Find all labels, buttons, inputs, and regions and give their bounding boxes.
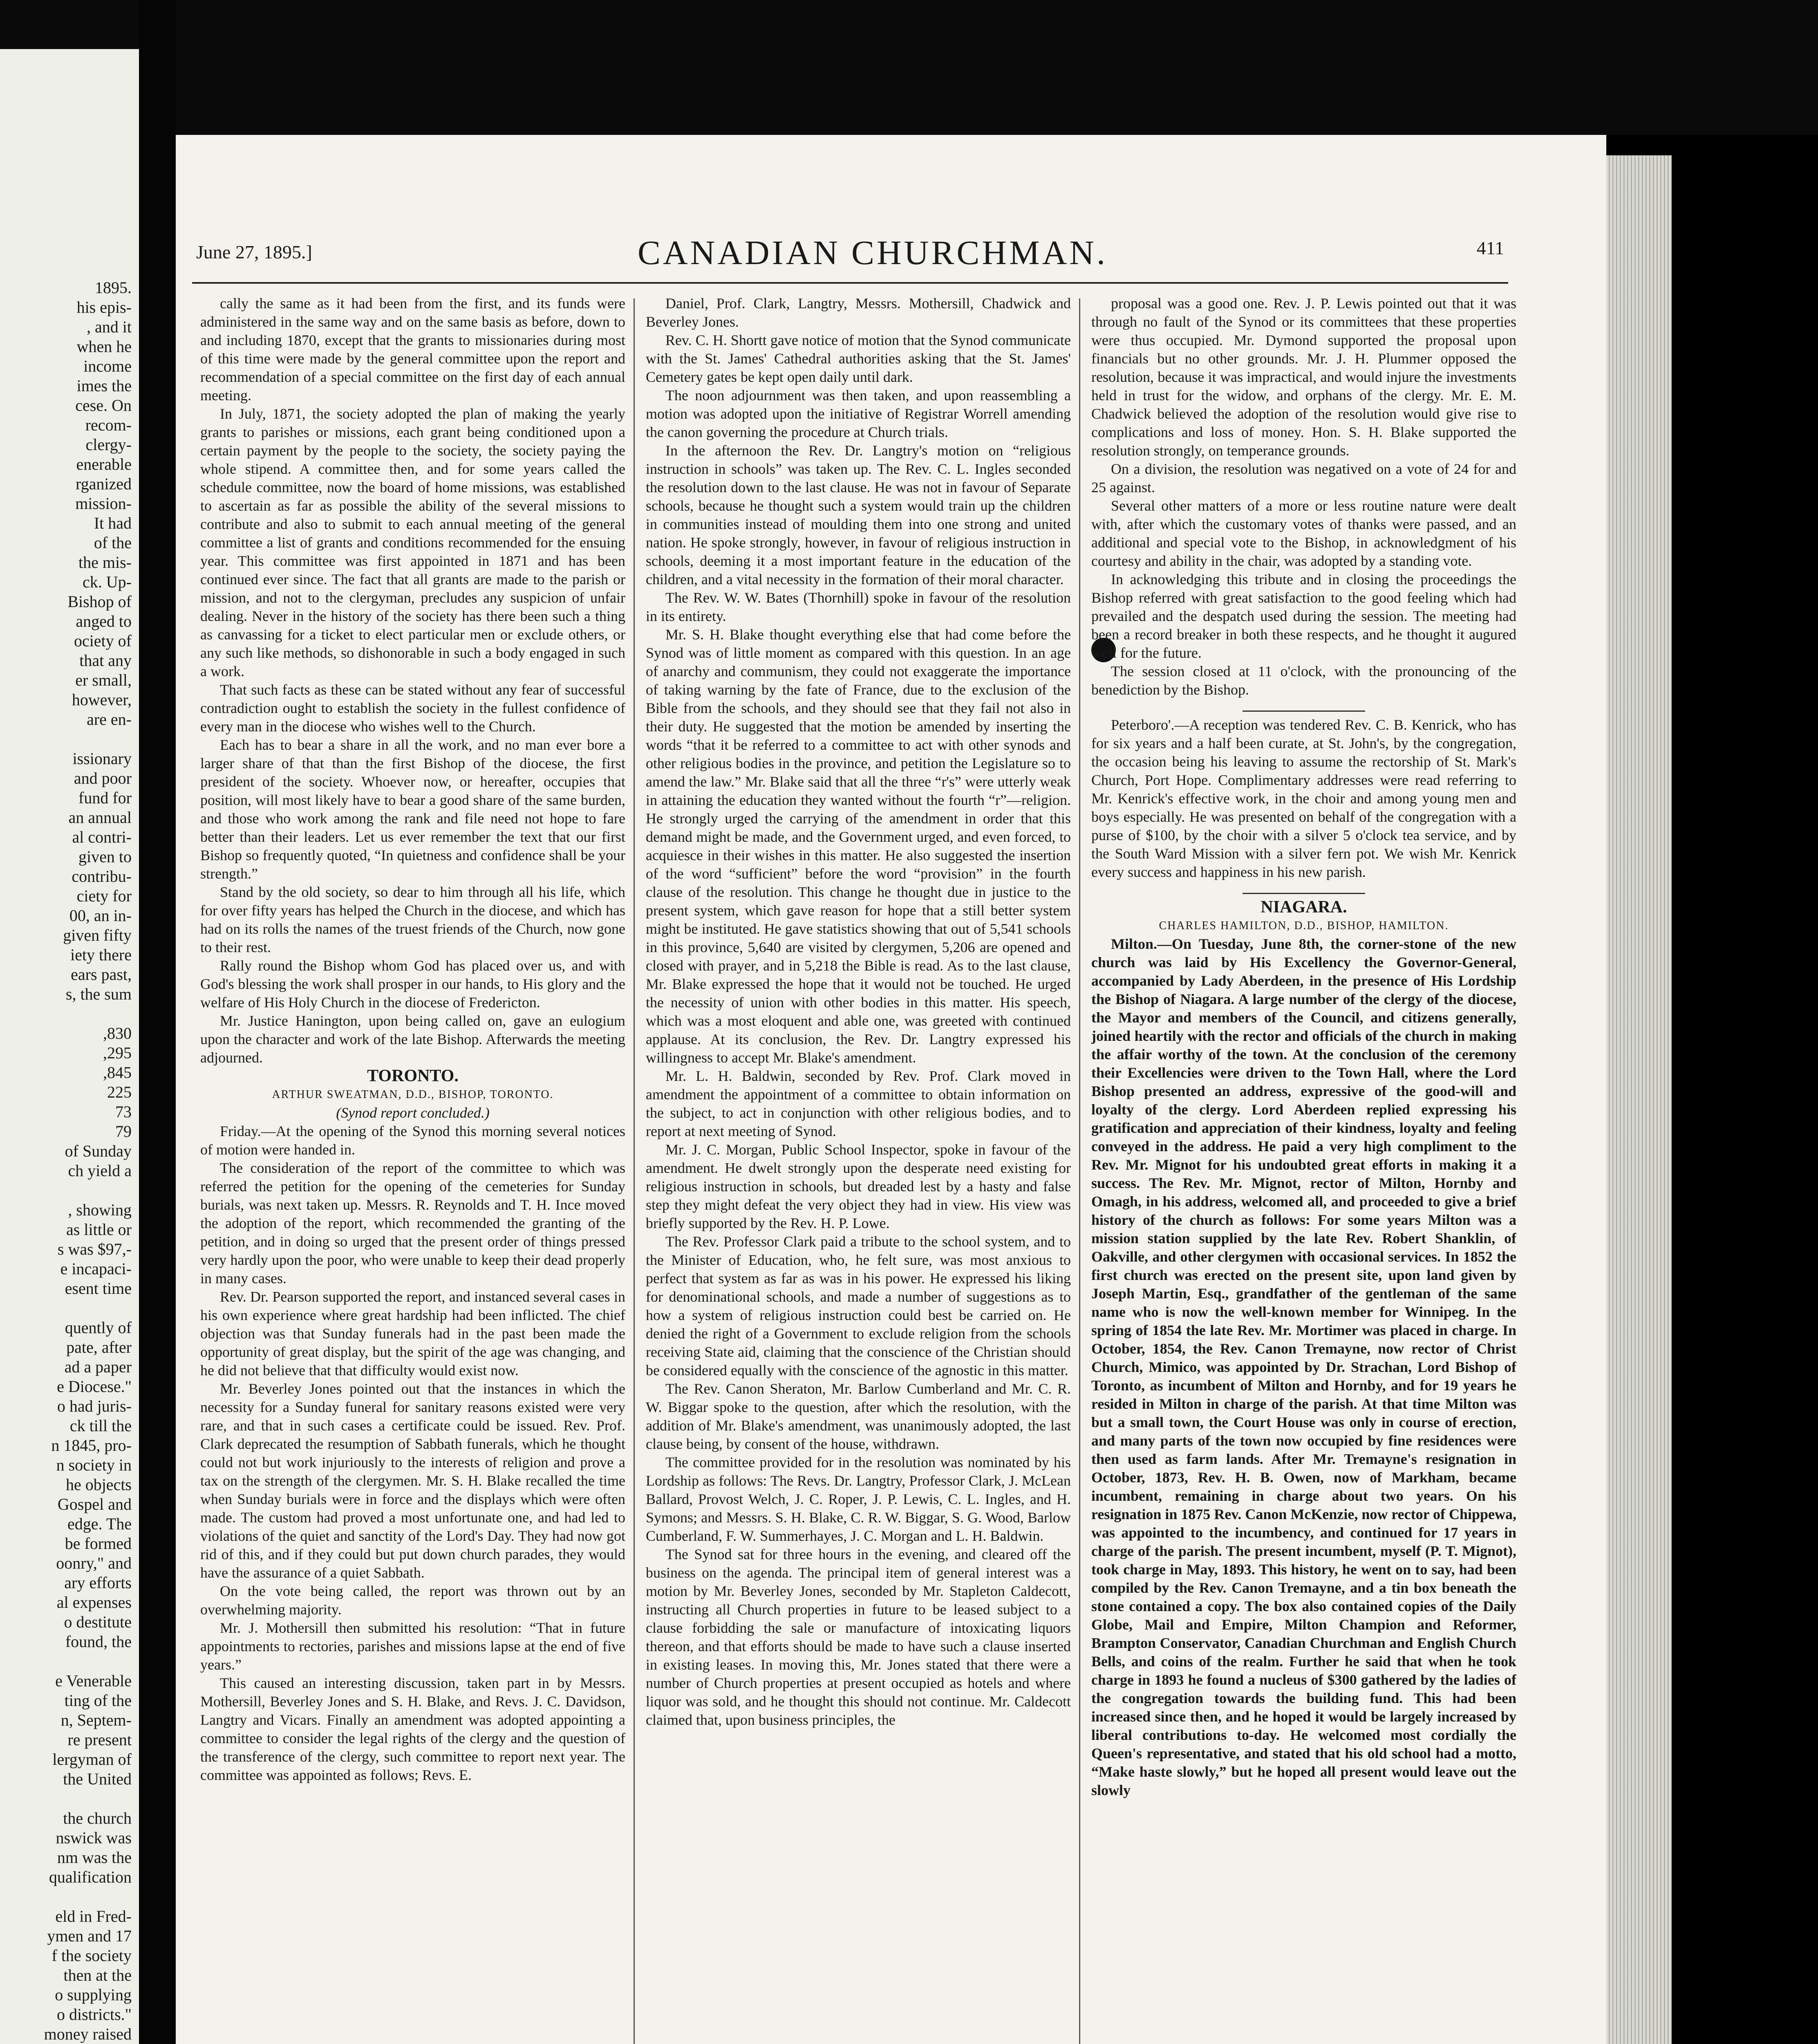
left-page-line: recom- bbox=[81, 416, 132, 434]
section-subtitle-niagara: CHARLES HAMILTON, D.D., BISHOP, HAMILTON. bbox=[1159, 919, 1449, 932]
left-page-line: al contri- bbox=[72, 828, 132, 846]
left-page-line: f the society bbox=[51, 1946, 132, 1965]
left-page-line: clergy- bbox=[85, 435, 132, 454]
article-paragraph: Mr. Beverley Jones pointed out that the instances in which the necessity for a Sunday funeral for sanitary reasons existed were very rare, and that in such cases a certificate could be issued. Rev. Prof. Clark deprecated the resumption of Sabbath funerals, which he thought could not but work injuriously to the interests of religion and prove a tax on the strength of the clergymen. Mr. S. H. Blake recalled the time when Sunday burials were in force and the displays which were often made. The custom had proved a most unfortunate one, and had led to violations of the quiet and sanctity of the Lord's Day. They had now got rid of this, and if they could but put down church parades, they would have the assurance of a quiet Sabbath. bbox=[200, 1381, 625, 1581]
left-page-line: e Venerable bbox=[55, 1672, 132, 1690]
article-paragraph: proposal was a good one. Rev. J. P. Lewis pointed out that it was through no fault of the Synod or its committees that these properties were thus occupied. Mr. Dymond supported the proposal upon financials but no other grounds. Mr. J. H. Plummer opposed the resolution, because it was impractical, and would injure the investments held in trust for the widow, and orphans of the clergy. Mr. E. M. Chadwick believed the adoption of the resolution would give rise to complications and loss of money. Hon. S. H. Blake supported the resolution strongly, on temperance grounds. bbox=[1091, 295, 1516, 459]
article-paragraph: The noon adjournment was then taken, and upon reassembling a motion was adopted upon the initiative of Registrar Worrell amending the canon governing the procedure at Church trials. bbox=[646, 387, 1071, 440]
article-paragraph: Mr. J. Mothersill then submitted his resolution: “That in future appointments to rectories, parishes and missions lapse at the end of five years.” bbox=[200, 1620, 625, 1673]
left-page-line: 79 bbox=[115, 1122, 132, 1141]
left-page-line: the United bbox=[63, 1770, 132, 1788]
left-page-line: issionary bbox=[72, 749, 132, 768]
left-page-line: o destitute bbox=[64, 1613, 132, 1631]
left-page-line: ,295 bbox=[103, 1044, 132, 1062]
article-paragraph: Mr. J. C. Morgan, Public School Inspector, spoke in favour of the amendment. He dwelt strongly upon the desperate need existing for religious instruction in schools, but dreaded lest by a hasty and false step they might defeat the very object they had in view. His view was briefly supported by the Rev. H. P. Lowe. bbox=[646, 1141, 1071, 1231]
left-page-line: ciety for bbox=[76, 887, 132, 905]
left-page-line: his epis- bbox=[76, 298, 132, 316]
left-page-line: 1895. bbox=[95, 278, 132, 297]
left-page-line: that any bbox=[79, 651, 132, 670]
left-page-line: ociety of bbox=[74, 632, 132, 650]
article-paragraph: Mr. L. H. Baldwin, seconded by Rev. Prof. Clark moved in amendment the appointment of a committee to obtain information on the subject, to act in conjunction with other religious bodies, and to report at next meeting of Synod. bbox=[646, 1068, 1071, 1139]
left-page-line: ary efforts bbox=[64, 1573, 132, 1592]
column-three bbox=[1091, 294, 1516, 2044]
section-divider bbox=[1243, 893, 1365, 894]
article-paragraph: In the afternoon the Rev. Dr. Langtry's motion on “religious instruction in schools” was taken up. The Rev. C. L. Ingles seconded the resolution down to the last clause. He was not in favour of Separate schools, because he thought such a system would train up the children in communities instead of moulding them into one strong and united nation. He spoke strongly, however, in favour of religious instruction in schools, deeming it a most important feature in the education of the children, and a vital necessity in the formation of their moral character. bbox=[646, 442, 1071, 587]
left-page-line: nswick was bbox=[56, 1829, 132, 1847]
masthead-title: CANADIAN CHURCHMAN. bbox=[638, 234, 1108, 272]
left-page-line: income bbox=[79, 357, 132, 375]
left-page-line: of Sunday bbox=[65, 1142, 132, 1160]
article-paragraph: This caused an interesting discussion, taken part in by Messrs. Mothersill, Beverley Jones and S. H. Blake, and Revs. J. C. Davidson, Langtry and Vicars. Finally an amendment was adopted appointing a committee to consider the legal rights of the clergy and the question of the transference of the clergy, such committee to report next year. The committee was appointed as follows; Revs. E. bbox=[200, 1675, 625, 1783]
section-title-niagara: NIAGARA. bbox=[1261, 898, 1347, 917]
left-page-line: ck. Up- bbox=[83, 573, 132, 591]
article-paragraph: The committee provided for in the resolution was nominated by his Lordship as follows: The Revs. Dr. Langtry, Professor Clark, J. McLean Ballard, Provost Welch, J. C. Roper, J. P. Lewis, C. L. Ingles, and H. Symons; and Messrs. S. H. Blake, C. R. W. Biggar, S. G. Wood, Barlow Cumberland, F. W. Summerhayes, J. C. Morgan and L. H. Baldwin. bbox=[646, 1454, 1071, 1544]
left-page-line: , showing bbox=[68, 1201, 132, 1219]
section-note: (Synod report concluded.) bbox=[336, 1105, 490, 1121]
column-divider bbox=[634, 298, 635, 2044]
left-page-line: anged to bbox=[76, 612, 132, 630]
page-header bbox=[176, 233, 1606, 278]
left-page-line: Bishop of bbox=[67, 592, 132, 611]
left-page-line: eld in Fred- bbox=[55, 1907, 132, 1925]
article-paragraph: Daniel, Prof. Clark, Langtry, Messrs. Mothersill, Chadwick and Beverley Jones. bbox=[646, 295, 1071, 330]
left-page-line: ck till the bbox=[69, 1416, 132, 1435]
header-date: June 27, 1895.] bbox=[196, 242, 312, 262]
left-page-line: ,845 bbox=[103, 1063, 132, 1082]
left-page-line: o supplying bbox=[55, 1986, 132, 2004]
article-paragraph: The Rev. Professor Clark paid a tribute to the school system, and to the Minister of Education, who, he felt sure, was most anxious to perfect that system as far as was in his power. He expressed his liking for denominational schools, and made a number of suggestions as to how a system of religious instruction could best be carried on. He denied the right of a Government to exclude religion from the schools receiving State aid, claiming that the conscience of the Christian should be considered equally with the conscience of the agnostic in this matter. bbox=[646, 1233, 1071, 1378]
left-page-line: re present bbox=[67, 1730, 132, 1749]
article-paragraph: The session closed at 11 o'clock, with the pronouncing of the benediction by the Bishop. bbox=[1091, 663, 1516, 698]
article-paragraph: Rev. Dr. Pearson supported the report, and instanced several cases in his own experience where great hardship had been inflicted. The chief objection was that Sunday funerals had in the past been made the opportunity of great display, but the spirit of the age was changing, and he did not believe that that difficulty would exist now. bbox=[200, 1289, 625, 1378]
left-page-line: mission- bbox=[75, 494, 132, 513]
left-page-line: pate, after bbox=[66, 1338, 132, 1356]
left-page-line: given to bbox=[78, 847, 132, 866]
left-page-line: cese. On bbox=[75, 396, 132, 415]
left-page-line: ears past, bbox=[71, 965, 132, 984]
left-page-line: iety there bbox=[70, 946, 132, 964]
left-page-line: s was $97,- bbox=[57, 1240, 132, 1258]
column-one bbox=[200, 294, 625, 2044]
left-page-line: o had juris- bbox=[57, 1397, 132, 1415]
left-page-line: edge. The bbox=[67, 1515, 132, 1533]
peterboro-paragraph: Peterboro'.—A reception was tendered Rev. C. B. Kenrick, who has for six years and a half been curate, at St. John's, by the congregation, the occasion being his leaving to assume the rectorship of St. Mark's Church, Port Hope. Complimentary addresses were read referring to Mr. Kenrick's effective work, in the choir and among young men and boys especially. He was presented on behalf of the congregation with a purse of $100, by the choir with a silver 5 o'clock tea service, and by the South Ward Mission with a silver fern pot. We wish Mr. Kenrick every success and happiness in his new parish. bbox=[1091, 717, 1516, 880]
left-page-line: e incapaci- bbox=[60, 1260, 132, 1278]
left-page-line: 73 bbox=[115, 1103, 132, 1121]
left-page-line: ymen and 17 bbox=[47, 1927, 132, 1945]
left-page-line: as little or bbox=[66, 1220, 132, 1239]
article-paragraph: In July, 1871, the society adopted the plan of making the yearly grants to parishes or missions, each grant being conditioned upon a certain payment by the people to the society, the society paying the whole stipend. A committee then, and for some years called the schedule committee, now the board of home missions, was established to ascertain as far as possible the ability of the several missions to contribute and also to submit to each annual meeting of the general committee a list of grants and conditions recommended for the ensuing year. This committee was first appointed in 1871 and has been continued ever since. The fact that all grants are made to the parish or mission, and not to the clergyman, precludes any suspicion of unfair dealing. Never in the history of the society has there been such a thing as canvassing for a ticket to elect particular men or exclude others, or any such like methods, so dishonorable in such a body engaged in such a work. bbox=[200, 406, 625, 679]
left-page-line: , and it bbox=[87, 318, 132, 336]
left-page-fragment bbox=[0, 49, 139, 2044]
left-page-line: ch yield a bbox=[68, 1161, 132, 1180]
newspaper-page bbox=[176, 135, 1606, 2044]
left-page-line: qualification bbox=[49, 1868, 132, 1886]
article-paragraph: The Synod sat for three hours in the evening, and cleared off the business on the agenda. The principal item of general interest was a motion by Mr. Beverley Jones, seconded by Mr. Stapleton Caldecott, instructing all Church properties in future to be leased subject to a clause forbidding the sale or manufacture of intoxicating liquors thereon, and that efforts should be made to have such a clause inserted in existing leases. In moving this, Mr. Jones stated that there were a number of Church properties at present occupied as hotels and where liquor was sold, and he thought this should not continue. Mr. Caldecott claimed that, upon business principles, the bbox=[646, 1546, 1071, 1728]
left-page-line: er small, bbox=[75, 671, 132, 689]
page-stack-edges bbox=[1606, 155, 1672, 2044]
article-paragraph: On the vote being called, the report was thrown out by an overwhelming majority. bbox=[200, 1583, 625, 1618]
book-gutter bbox=[139, 0, 176, 2044]
left-page-line: Gospel and bbox=[57, 1495, 132, 1513]
left-page-line: 00, an in- bbox=[69, 906, 132, 925]
left-page-line: quently of bbox=[65, 1318, 132, 1337]
left-page-line: the mis- bbox=[78, 553, 132, 572]
left-page-line: nm was the bbox=[57, 1848, 132, 1867]
left-page-line: n, Septem- bbox=[60, 1711, 132, 1729]
left-page-line: contribu- bbox=[72, 867, 132, 885]
left-page-line: 225 bbox=[107, 1083, 132, 1101]
article-paragraph: cally the same as it had been from the first, and its funds were administered in the same way and on the same basis as before, down to and including 1870, except that the grants to missionaries during most of this time were made by the general committee upon the report and recommendation of a special committee on the first day of each annual meeting. bbox=[200, 295, 625, 403]
left-page-line: fund for bbox=[78, 789, 132, 807]
left-page-line: an annual bbox=[68, 808, 132, 827]
left-page-line: lergyman of bbox=[52, 1750, 132, 1768]
left-page-line: al expenses bbox=[56, 1593, 132, 1611]
left-page-line: found, the bbox=[65, 1632, 132, 1651]
article-paragraph: Mr. S. H. Blake thought everything else that had come before the Synod was of little moment as compared with this question. In an age of anarchy and communism, they could not exaggerate the importance of taking warning by the fate of France, due to the exclusion of the Bible from the schools, and they should see that they fail not also in their duty. He suggested that the motion be amended by inserting the words “that it be referred to a committee to act with other synods and other religious bodies in the province, and petition the Legislature so to amend the law.” Mr. Blake said that all the three “r's” were utterly weak in attaining the education they wanted without the fourth “r”—religion. He strongly urged the carrying of the amendment in order that this demand might be made, and the Government urged, and even forced, to acquiesce in their wishes in this matter. He also suggested the insertion of the word “sufficient” before the word “provision” in the fourth clause of the resolution. This change he thought due in justice to the present system, which gave reason for hope that a still better system might be instituted. He gave statistics showing that out of 5,541 schools in this province, 5,640 are visited by clergymen, 5,206 are opened and closed with prayer, and in 5,218 the Bible is read. As to the last clause, Mr. Blake expressed the hope that it would not be touched. He urged the necessity of union with other bodies in this matter. His speech, which was a most eloquent and able one, was greeted with continued applause. At its conclusion, the Rev. Dr. Langtry expressed his willingness to accept Mr. Blake's amendment. bbox=[646, 626, 1071, 1066]
article-paragraph: Rev. C. H. Shortt gave notice of motion that the Synod communicate with the St. James' Cathedral authorities asking that the St. James' Cemetery gates be kept open daily until dark. bbox=[646, 332, 1071, 385]
left-page-line: money raised bbox=[44, 2025, 132, 2043]
article-paragraph: The Rev. Canon Sheraton, Mr. Barlow Cumberland and Mr. C. R. W. Biggar spoke to the question, after which the resolution, with the addition of Mr. Blake's amendment, was unanimously adopted, the last clause being, by consent of the house, withdrawn. bbox=[646, 1381, 1071, 1452]
left-page-line: of the bbox=[94, 533, 132, 552]
article-paragraph: Mr. Justice Hanington, upon being called on, gave an eulogium upon the character and work of the late Bishop. Afterwards the meeting adjourned. bbox=[200, 1013, 625, 1066]
article-paragraph: The Rev. W. W. Bates (Thornhill) spoke in favour of the resolution in its entirety. bbox=[646, 589, 1071, 624]
column-divider bbox=[1079, 298, 1080, 2044]
left-page-line: n 1845, pro- bbox=[51, 1436, 132, 1455]
article-paragraph: Several other matters of a more or less routine nature were dealt with, after which the customary votes of thanks were passed, and an additional and special vote to the Bishop, in acknowledgment of his courtesy and ability in the chair, was adopted by a standing vote. bbox=[1091, 498, 1516, 569]
left-page-line: be formed bbox=[65, 1534, 132, 1553]
article-paragraph: On a division, the resolution was negatived on a vote of 24 for and 25 against. bbox=[1091, 461, 1516, 495]
article-paragraph: Rally round the Bishop whom God has placed over us, and with God's blessing the work shall prosper in our hands, to His glory and the welfare of His Holy Church in the diocese of Fredericton. bbox=[200, 957, 625, 1011]
left-page-line: s, the sum bbox=[65, 985, 132, 1003]
left-page-line: rganized bbox=[76, 475, 132, 493]
left-page-line: o districts." bbox=[57, 2005, 132, 2024]
article-paragraph: Stand by the old society, so dear to him through all his life, which for over fifty years has helped the Church in the diocese, and which has had on its rolls the names of the truest friends of the Church, now gone to their rest. bbox=[200, 884, 625, 955]
column-two bbox=[646, 294, 1071, 2044]
left-page-line: esent time bbox=[65, 1279, 132, 1298]
left-page-line: when he bbox=[76, 337, 132, 356]
milton-paragraph: Milton.—On Tuesday, June 8th, the corner-stone of the new church was laid by His Excellency the Governor-General, accompanied by Lady Aberdeen, in the presence of His Lordship the Bishop of Niagara. A large number of the clergy of the diocese, the Mayor and members of the Council, and citizens generally, joined heartily with the rector and officials of the church in making the affair worthy of the town. At the conclusion of the ceremony their Excellencies were driven to the Town Hall, where the Lord Bishop presented an address, expressive of the good-will and loyalty of the clergy. Lord Aberdeen replied expressing his gratification and appreciation of their kindness, loyalty and feeling conveyed in the address. He paid a very high compliment to the Rev. Mr. Mignot for his undoubted great efforts in making it a success. The Rev. Mr. Mignot, rector of Milton, Hornby and Omagh, in his address, welcomed all, and proceeded to give a brief history of the church as follows: For some years Milton was a mission station supplied by the late Rev. Robert Shanklin, of Oakville, and other clergymen with occasional services. In 1852 the first church was erected on the present site, upon land given by Joseph Martin, Esq., grandfather of the gentleman of the same name who is now the well-known member for Winnipeg. In the spring of 1854 the late Rev. Mr. Mortimer was placed in charge. In October, 1854, the Rev. Canon Tremayne, now rector of Christ Church, Mimico, was appointed by Dr. Strachan, Lord Bishop of Toronto, as incumbent of Milton and Hornby, and for 19 years he resided in Milton in charge of the parish. At that time Milton was but a small town, the Court House was only in course of erection, and many parts of the town now occupied by fine residences were then used as farm lands. After Mr. Tremayne's resignation in October, 1873, Rev. H. B. Owen, now of Markham, became incumbent, remaining in charge about two years. On his resignation in 1875 Rev. Canon McKenzie, now rector of Chippewa, was appointed to the incumbency, and continued for 17 years in charge of the parish. The present incumbent, myself (P. T. Mignot), took charge in May, 1893. This history, he went on to say, had been compiled by the Rev. Canon Tremayne, and a tin box beneath the stone contained a copy. The box also contained copies of the Daily Globe, Mail and Empire, Milton Champion and Reformer, Brampton Conservator, Canadian Churchman and English Church Bells, and coins of the realm. Further he said that when he took charge in 1893 he found a nucleus of $300 gathered by the ladies of the congregation towards the building fund. This had been increased since then, and he hoped it would be largely increased by liberal contributions to-day. He welcomed most cordially the Queen's representative, and stated that his old school had a motto, “Make haste slowly,” but he hoped all present would leave out the slowly bbox=[1091, 936, 1516, 1798]
left-page-line: It had bbox=[94, 514, 132, 532]
left-page-line: and poor bbox=[74, 769, 132, 787]
scan-top-margin bbox=[0, 0, 1818, 135]
left-page-line: ,830 bbox=[103, 1024, 132, 1042]
article-paragraph: That such facts as these can be stated without any fear of successful contradiction ought to establish the society in the fullest confidence of every man in the diocese who wishes well to the Church. bbox=[200, 681, 625, 735]
left-page-line: however, bbox=[72, 690, 132, 709]
left-page-line: ad a paper bbox=[64, 1358, 132, 1376]
section-title-toronto: TORONTO. bbox=[367, 1067, 459, 1085]
left-page-line: are en- bbox=[87, 710, 132, 728]
left-page-line: then at the bbox=[63, 1966, 132, 1984]
page-number: 411 bbox=[1476, 238, 1504, 258]
left-page-line: he objects bbox=[65, 1475, 132, 1494]
left-page-line: enerable bbox=[76, 455, 132, 473]
left-page-line: imes the bbox=[76, 377, 132, 395]
article-paragraph: Each has to bear a share in all the work, and no man ever bore a larger share of that than the first Bishop of the diocese, the first president of the society. Whoever now, or hereafter, occupies that position, will most likely have to bear a good share of the same burden, and those who work among the rank and file need not hope to fare better than their leaders. Let us ever remember the text that our first Bishop so frequently quoted, “In quietness and confidence shall be your strength.” bbox=[200, 737, 625, 882]
article-paragraph: Friday.—At the opening of the Synod this morning several notices of motion were handed in. bbox=[200, 1123, 625, 1158]
article-paragraph: The consideration of the report of the committee to which was referred the petition for the opening of the cemeteries for Sunday burials, was next taken up. Messrs. R. Reynolds and T. H. Ince moved the adoption of the report, which recommended the granting of the petition, and in doing so urged that the present order of things pressed very hardly upon the poor, who were unable to keep their dead properly in many cases. bbox=[200, 1160, 625, 1286]
left-page-line: ting of the bbox=[64, 1691, 132, 1710]
left-page-line: the church bbox=[63, 1809, 132, 1827]
section-divider bbox=[1243, 710, 1365, 712]
section-subtitle-toronto: ARTHUR SWEATMAN, D.D., BISHOP, TORONTO. bbox=[272, 1088, 554, 1101]
left-page-line: e Diocese." bbox=[57, 1377, 132, 1396]
left-page-line: oonry," and bbox=[56, 1554, 132, 1572]
header-rule bbox=[192, 282, 1508, 284]
left-page-line: n society in bbox=[56, 1456, 132, 1474]
article-paragraph: In acknowledging this tribute and in closing the proceedings the Bishop referred with great satisfaction to the good feeling which had prevailed and the despatch used during the session. The meeting had been a record breaker in both these respects, and he thought it augured well for the future. bbox=[1091, 571, 1516, 661]
left-page-line: given fifty bbox=[63, 926, 132, 944]
